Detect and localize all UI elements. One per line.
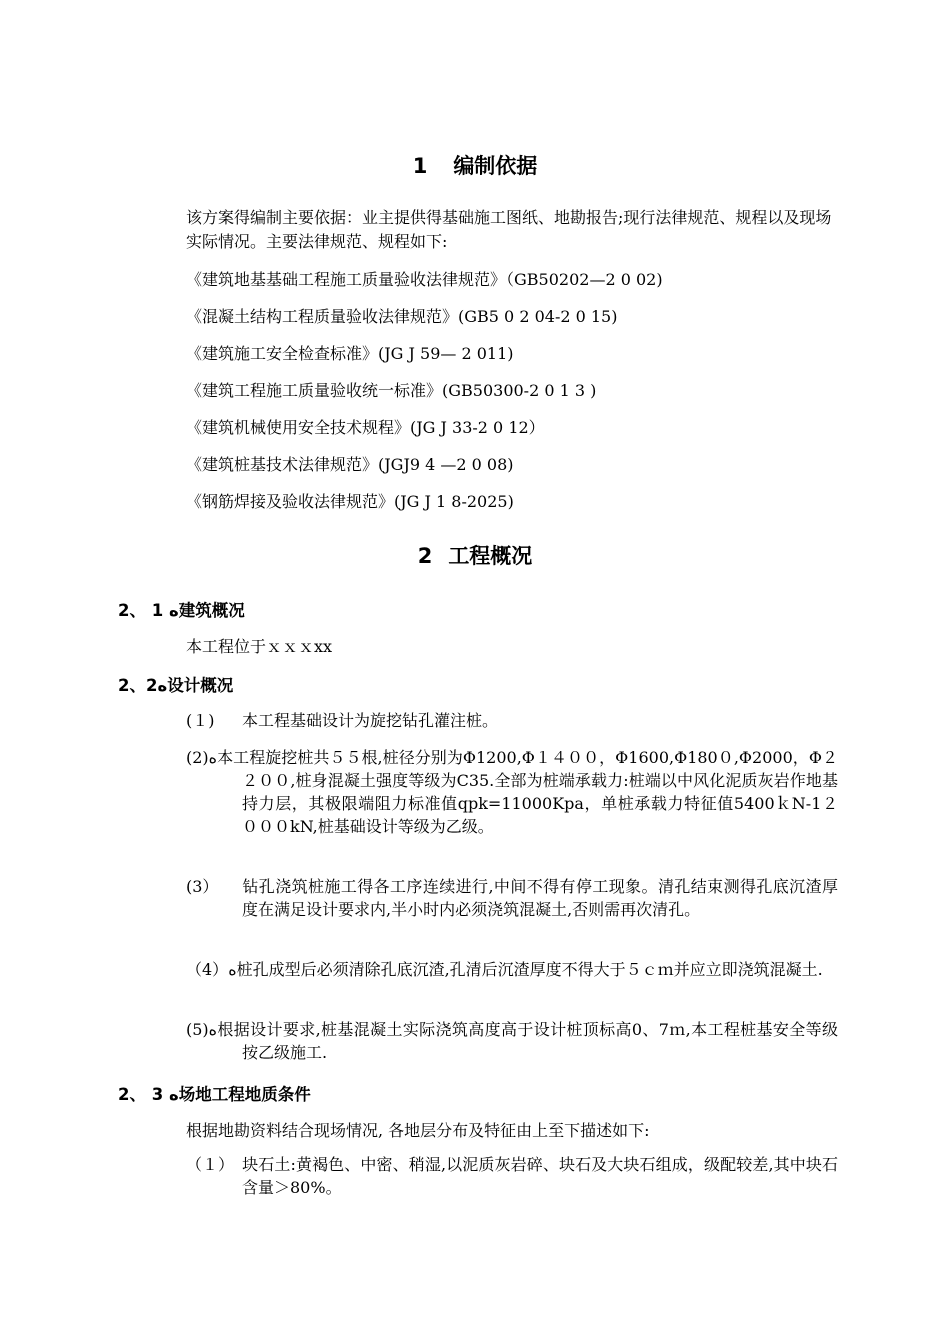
item-label: (5)ﻩ — [186, 1020, 218, 1039]
design-item-1 — [186, 709, 838, 732]
reference-item: 《建筑机械使用安全技术规程》(JG J 33-2 0 12） — [186, 418, 545, 437]
section-2-heading — [0, 540, 950, 570]
design-item-3 — [186, 875, 838, 921]
item-label: (2)ﻩ — [186, 748, 218, 767]
section-1-title: 编制依据 — [453, 154, 538, 178]
design-item-5 — [186, 1018, 838, 1064]
item-text: 钻孔浇筑桩施工得各工序连续进行,中间不得有停工现象。清孔结束测得孔底沉渣厚度在满足设计要求内,半小时内必须浇筑混凝土,否则需再次清孔。 — [242, 877, 838, 919]
reference-item: 《钢筋焊接及验收法律规范》(JG J 1 8-2025) — [186, 492, 514, 511]
subsection-2-1-text: 本工程位于ｘｘｘxx — [186, 637, 333, 656]
section-1-number: 1 — [412, 154, 428, 178]
item-label: （１） — [186, 1155, 235, 1174]
design-item-4 — [186, 958, 838, 981]
section-1-intro: 该方案得编制主要依据：业主提供得基础施工图纸、地勘报告;现行法律规范、规程以及现场实际情况。主要法律规范、规程如下: — [186, 208, 832, 251]
item-label: (１) — [186, 711, 215, 730]
item-label: （4）ﻩ — [186, 960, 237, 979]
section-2-number: 2 — [417, 544, 433, 568]
reference-item: 《混凝土结构工程质量验收法律规范》(GB5 0 2 04-2 0 15) — [186, 307, 618, 326]
reference-item: 《建筑工程施工质量验收统一标准》(GB50300-2 0 1 3 ) — [186, 381, 597, 400]
design-item-2 — [186, 746, 838, 838]
section-1-heading — [0, 150, 950, 180]
item-text: 块石土:黄褐色、中密、稍湿,以泥质灰岩碎、块石及大块石组成，级配较差,其中块石含量＞80%。 — [242, 1155, 838, 1197]
item-text: 桩孔成型后必须清除孔底沉渣,孔清后沉渣厚度不得大于５ｃｍ并应立即浇筑混凝土. — [236, 960, 823, 979]
reference-item: 《建筑桩基技术法律规范》(JGJ9 4 —2 0 08) — [186, 455, 514, 474]
reference-item: 《建筑地基基础工程施工质量验收法律规范》（GB50202—2 0 02) — [186, 270, 663, 289]
reference-item: 《建筑施工安全检查标准》(JG J 59— 2 011) — [186, 344, 514, 363]
item-text: 根据设计要求,桩基混凝土实际浇筑高度高于设计桩顶标高0、7ｍ,本工程桩基安全等级按乙级施工. — [217, 1020, 838, 1062]
subsection-2-3-intro: 根据地勘资料结合现场情况, 各地层分布及特征由上至下描述如下: — [186, 1121, 650, 1140]
item-text: 本工程旋挖桩共５５根,桩径分别为Φ1200,Φ１４００，Φ1600,Φ180０,Φ2000，Φ２２００,桩身混凝土强度等级为C35.全部为桩端承载力:桩端以中风化泥质灰岩作地基持力层，其极限端阻力标准值qpk=11000Kpa，单桩承载力特征值5400ｋN-1２０００kN,桩基础设计等级为乙级。 — [217, 748, 838, 836]
section-2-title: 工程概况 — [448, 544, 533, 568]
item-text: 本工程基础设计为旋挖钻孔灌注桩。 — [242, 711, 499, 730]
geology-item-1 — [186, 1153, 838, 1199]
subsection-2-2-heading: 2、2ﻩ设计概况 — [118, 676, 234, 695]
subsection-2-1-heading: 2、 1 ﻩ建筑概况 — [118, 601, 245, 620]
item-label: (3） — [186, 877, 219, 896]
subsection-2-3-heading: 2、 3 ﻩ场地工程地质条件 — [118, 1085, 311, 1104]
